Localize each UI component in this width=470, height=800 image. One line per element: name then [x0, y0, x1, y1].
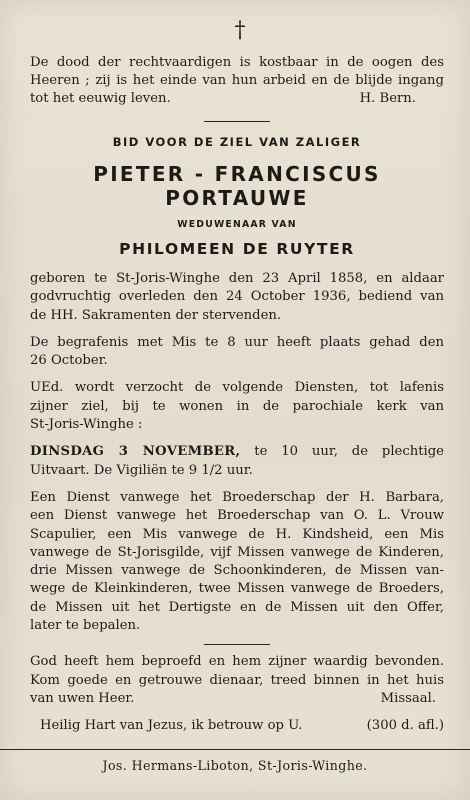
text-line: wege de Kleinkinderen, twee Missen vanwege de Broeders, — [30, 581, 444, 597]
quote-line: tot het eeuwig leven. — [30, 91, 171, 106]
request-paragraph — [30, 379, 444, 434]
text-line: UEd. wordt verzocht de volgende Diensten, tot lafenis — [30, 380, 444, 396]
prayer-intro: BID VOOR DE ZIEL VAN ZALIGER — [112, 135, 362, 149]
quote-line: De dood der rechtvaardigen is kostbaar in de oogen des — [30, 55, 444, 70]
text-line: van uwen Heer. — [30, 690, 135, 706]
relation-label: WEDUWENAAR VAN — [177, 219, 297, 230]
birth-paragraph — [30, 270, 444, 325]
indulgence-note: (300 d. afl.) — [366, 718, 444, 734]
bottom-divider — [0, 749, 470, 750]
quote-last-line — [30, 90, 444, 108]
printer-imprint: Jos. Hermans-Liboton, St-Joris-Winghe. — [102, 758, 368, 773]
text-line: geboren te St-Joris-Winghe den 23 April 1858, en aldaar — [30, 271, 444, 286]
text-line: St-Joris-Winghe : — [30, 417, 143, 433]
closing-verse — [30, 653, 444, 708]
quote-line: Heeren ; zij is het einde van hun arbeid en de blijde ingang — [30, 73, 444, 88]
text-line: zijner ziel, bij te wonen in de parochiale kerk van — [30, 398, 444, 414]
text-line: later te bepalen. — [30, 618, 141, 634]
text-line: de Missen uit het Dertigste en de Missen uit den Offer, — [30, 599, 444, 615]
text-line — [30, 443, 444, 461]
service-date: DINSDAG 3 NOVEMBER, — [30, 444, 241, 460]
text-line: Kom goede en getrouwe dienaar, treed binnen in het huis — [30, 672, 444, 688]
spouse-name: PHILOMEEN DE RUYTER — [119, 240, 355, 258]
cross-icon: † — [234, 18, 246, 43]
text-line: Scapulier, een Mis vanwege de H. Kindsheid, een Mis — [30, 526, 444, 542]
closing-source: Missaal. — [380, 690, 436, 706]
divider — [204, 121, 270, 122]
text-line: De begrafenis met Mis te 8 uur heeft plaats gehad den — [30, 334, 444, 350]
service-paragraph — [30, 443, 444, 480]
text-line: een Dienst vanwege het Broederschap van O. L. Vrouw — [30, 508, 444, 524]
text-line: drie Missen vanwege de Schoonkinderen, de Missen van- — [30, 563, 444, 579]
text-line: God heeft hem beproefd en hem zijner waardig bevonden. — [30, 654, 444, 670]
closing-last-line — [30, 690, 444, 708]
text-line: 26 October. — [30, 353, 108, 369]
card-body — [30, 270, 444, 635]
text-line: de HH. Sakramenten der stervenden. — [30, 307, 282, 323]
deceased-name: PIETER - FRANCISCUS PORTAUWE — [93, 162, 381, 210]
masses-paragraph — [30, 489, 444, 635]
service-time: te 10 uur, de plechtige — [240, 444, 444, 460]
text-line: Een Dienst vanwege het Broederschap der H. Barbara, — [30, 489, 444, 505]
text-line: Uitvaart. De Vigiliën te 9 1/2 uur. — [30, 462, 253, 478]
text-line: vanwege de St-Jorisgilde, vijf Missen vanwege de Kinderen, — [30, 544, 444, 560]
text-line: godvruchtig overleden den 24 October 1936, bediend van — [30, 289, 444, 305]
prayer-text: Heilig Hart van Jezus, ik betrouw op U. — [40, 718, 303, 734]
ejaculatory-prayer — [30, 717, 444, 735]
divider — [204, 644, 270, 645]
quote-author: H. Bern. — [359, 91, 416, 106]
scripture-quote — [30, 54, 444, 108]
burial-paragraph — [30, 334, 444, 371]
